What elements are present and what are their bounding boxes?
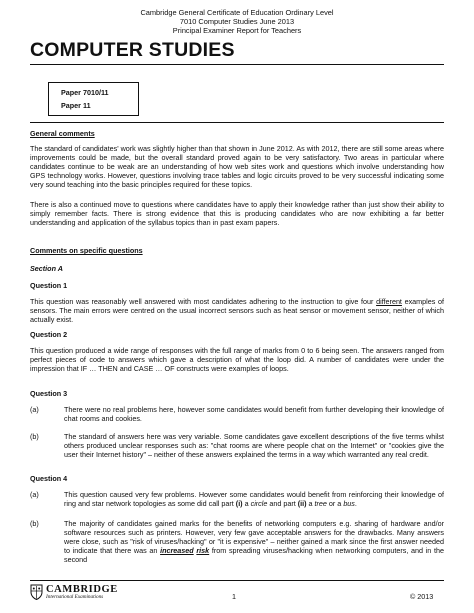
specific-comments-heading: Comments on specific questions xyxy=(30,246,143,255)
paper-number: Paper 7010/11 xyxy=(61,88,109,97)
paper-sub: Paper 11 xyxy=(61,101,91,110)
section-a-heading: Section A xyxy=(30,264,63,273)
general-comments-para-2: There is also a continued move to questions where candidates have to apply their knowledge rather than just show their ability to simply remember facts. There is strong evidence that this is producing candidates who are now exhibiting a far better understanding and application of the syllabus topics than in past exam papers. xyxy=(30,200,444,228)
footer-rule xyxy=(30,580,444,581)
question-4b-label: (b) xyxy=(30,519,39,528)
section-rule xyxy=(30,122,444,123)
title-rule xyxy=(30,64,444,65)
question-4b-text: The majority of candidates gained marks for the benefits of networking computers e.g. sharing of hardware and/or software resources such as printers. However, very few gave acceptable answers for the drawbacks. Many answers were close, such as "risk of viruses/hacking" or "it is expensive" – neither gained a mark since the first answer needed to indicate that there was an increased risk from spreading viruses/hacking when networking computers, and in the second xyxy=(64,519,444,565)
page-title: COMPUTER STUDIES xyxy=(30,39,235,61)
question-1-heading: Question 1 xyxy=(30,281,68,290)
question-4a-text: This question caused very few problems. However some candidates would benefit from reinforcing their knowledge of ring and star network topologies as some did call part (i) a circle and part (ii) a tree or a bus. xyxy=(64,490,444,509)
page-number: 1 xyxy=(232,592,236,601)
header-line-2: 7010 Computer Studies June 2013 xyxy=(179,17,295,26)
shield-icon xyxy=(30,584,43,600)
question-3-heading: Question 3 xyxy=(30,389,68,398)
header-line-3: Principal Examiner Report for Teachers xyxy=(172,26,302,35)
paper-box xyxy=(48,82,139,116)
cambridge-logo xyxy=(30,584,126,600)
question-2-heading: Question 2 xyxy=(30,330,68,339)
question-3a-text: There were no real problems here, however some candidates would benefit from further developing their knowledge of chat rooms and cookies. xyxy=(64,405,444,424)
question-3b-label: (b) xyxy=(30,432,39,441)
general-comments-heading: General comments xyxy=(30,129,95,138)
question-4-heading: Question 4 xyxy=(30,474,68,483)
logo-brand: CAMBRIDGE xyxy=(46,584,118,595)
question-1-text: This question was reasonably well answered with most candidates adhering to the instruction to give four different examples of sensors. The main errors were centred on the usual incorrect sensors such as heat sensor or movement sensor, neither of which actually exist. xyxy=(30,297,444,325)
header-line-1: Cambridge General Certificate of Education Ordinary Level xyxy=(140,8,334,17)
question-2-text: This question produced a wide range of responses with the full range of marks from 0 to 6 being seen. The answers ranged from perfect pieces of code to answers which gave a description of what the loop did. A number of candidates were under the impression that IF … THEN and CASE … OF constructs were examples of loops. xyxy=(30,346,444,374)
question-3b-text: The standard of answers here was very variable. Some candidates gave excellent descriptions of the five terms whilst others produced unclear responses such as: "chat rooms are where people chat on the Internet" or "cookies give the user their Internet history" – neither of these answers explained the terms in a way which warranted any real credit. xyxy=(64,432,444,460)
logo-subtitle: International Examinations xyxy=(46,594,104,600)
question-3a-label: (a) xyxy=(30,405,39,414)
general-comments-para-1: The standard of candidates' work was slightly higher than that shown in June 2012. As with 2012, there are still some areas where improvements could be made, but the overall standard proved again to be very satisfactory. Two areas in particular where candidates continue to be weak are an understanding of how web sites work and questions which involve understanding how GPS technology works. However, questions involving trace tables and logic circuits proved to be very successful indicating some very sound teaching into the basic principles required for these topics. xyxy=(30,144,444,190)
question-4a-label: (a) xyxy=(30,490,39,499)
copyright: © 2013 xyxy=(410,592,434,601)
